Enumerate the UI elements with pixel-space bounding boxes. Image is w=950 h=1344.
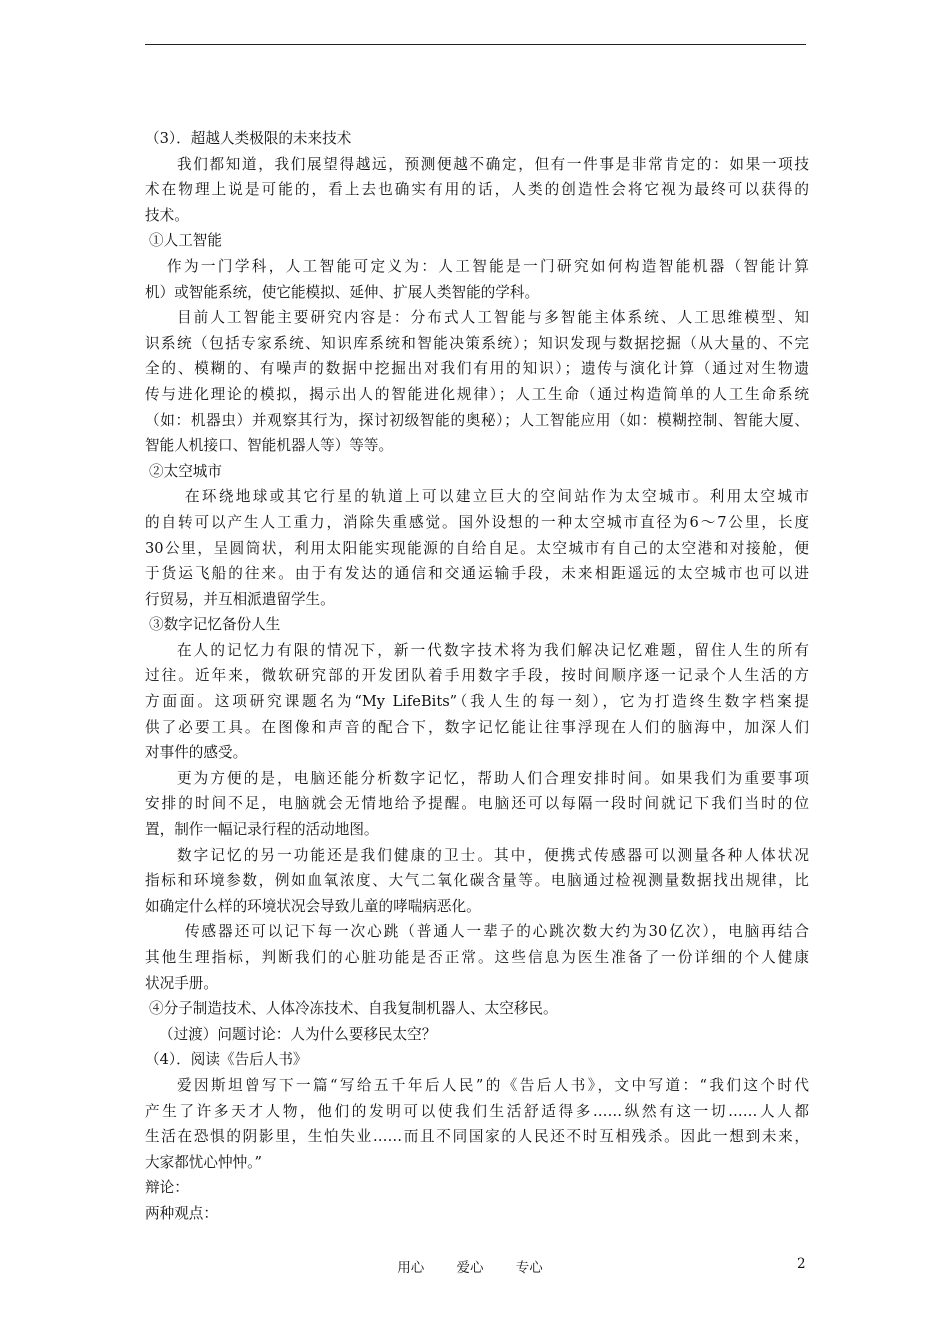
text-line: 我们都知道，我们展望得越远，预测便越不确定，但有一件事是非常肯定的：如果一项技 <box>177 155 809 173</box>
text-line: 30公里，呈圆筒状，利用太阳能实现能源的自给自足。太空城市有自己的太空港和对接舱，便 <box>145 539 809 557</box>
footer-motto <box>360 1256 580 1276</box>
text-line: ②太空城市 <box>149 462 222 480</box>
text-line: 数字记忆的另一功能还是我们健康的卫士。其中，便携式传感器可以测量各种人体状况 <box>177 846 809 864</box>
text-line: 机）或智能系统，使它能模拟、延伸、扩展人类智能的学科。 <box>145 283 540 301</box>
text-line: 智能人机接口、智能机器人等）等等。 <box>145 437 394 455</box>
text-line: ④分子制造技术、人体冷冻技术、自我复制机器人、太空移民。 <box>149 1000 558 1018</box>
footer-motto-2: 爱心 <box>456 1260 484 1276</box>
text-line: 作为一门学科，人工智能可定义为：人工智能是一门研究如何构造智能机器（智能计算 <box>167 257 809 275</box>
text-line: 爱因斯坦曾写下一篇“写给五千年后人民”的《告后人书》，文中写道：“我们这个时代 <box>177 1076 809 1094</box>
text-line: 对事件的感受。 <box>145 744 248 762</box>
footer-motto-1: 用心 <box>397 1260 425 1276</box>
header-rule <box>145 44 806 45</box>
text-line: 生活在恐惧的阴影里，生怕失业……而且不同国家的人民还不时互相残杀。因此一想到未来， <box>145 1128 809 1146</box>
text-line: 状况手册。 <box>145 974 218 992</box>
text-line: 在环绕地球或其它行星的轨道上可以建立巨大的空间站作为太空城市。利用太空城市 <box>185 488 809 506</box>
text-line: 大家都忧心忡忡。” <box>145 1153 262 1171</box>
text-line: 产生了许多天才人物，他们的发明可以使我们生活舒适得多……纵然有这一切……人人都 <box>145 1102 809 1120</box>
text-line: 指标和环境参数，例如血氧浓度、大气二氧化碳含量等。电脑通过检视测量数据找出规律，比 <box>145 872 809 890</box>
text-line: （3）．超越人类极限的未来技术 <box>145 130 352 147</box>
text-line: （如：机器虫）并观察其行为，探讨初级智能的奥秘）；人工智能应用（如：模糊控制、智能大厦、 <box>145 411 809 429</box>
text-line: 于货运飞船的往来。由于有发达的通信和交通运输手段，未来相距遥远的太空城市也可以进 <box>145 565 809 583</box>
text-line: 过往。近年来，微软研究部的开发团队着手用数字手段，按时间顺序逐一记录个人生活的方 <box>145 667 809 685</box>
text-line: 置，制作一幅记录行程的活动地图。 <box>145 821 379 839</box>
text-line: （4）．阅读《告后人书》 <box>145 1051 308 1069</box>
text-line: 辩论： <box>145 1179 189 1197</box>
text-line: 目前人工智能主要研究内容是：分布式人工智能与多智能主体系统、人工思维模型、知 <box>177 309 809 327</box>
footer-motto-3: 专心 <box>515 1260 543 1276</box>
text-line: 其他生理指标，判断我们的心脏功能是否正常。这些信息为医生准备了一份详细的个人健康 <box>145 949 809 966</box>
text-line: 的自转可以产生人工重力，消除失重感觉。国外设想的一种太空城市直径为6～7公里，长度 <box>145 513 809 531</box>
page-number: 2 <box>797 1256 806 1272</box>
text-line: 在人的记忆力有限的情况下，新一代数字技术将为我们解决记忆难题，留住人生的所有 <box>177 641 809 659</box>
text-line: ③数字记忆备份人生 <box>149 616 281 634</box>
text-line: 安排的时间不足，电脑就会无情地给予提醒。电脑还可以每隔一段时间就记下我们当时的位 <box>145 795 809 813</box>
text-line: 如确定什么样的环境状况会导致儿童的哮喘病恶化。 <box>145 897 481 915</box>
text-line: 全的、模糊的、有噪声的数据中挖掘出对我们有用的知识）；遗传与演化计算（通过对生物遗 <box>145 360 809 378</box>
text-line: 技术。 <box>145 206 189 224</box>
text-line: 传与进化理论的模拟，揭示出人的智能进化规律）；人工生命（通过构造简单的人工生命系统 <box>145 385 809 403</box>
text-line: ①人工智能 <box>149 232 222 250</box>
text-line: 术在物理上说是可能的，看上去也确实有用的话，人类的创造性会将它视为最终可以获得的 <box>145 181 809 199</box>
text-line: 两种观点： <box>145 1204 218 1222</box>
text-line: （过渡）问题讨论：人为什么要移民太空？ <box>159 1025 437 1043</box>
text-line: 更为方便的是，电脑还能分析数字记忆，帮助人们合理安排时间。如果我们为重要事项 <box>177 769 809 787</box>
text-line: 供了必要工具。在图像和声音的配合下，数字记忆能让往事浮现在人们的脑海中，加深人们 <box>145 718 809 736</box>
text-line: 传感器还可以记下每一次心跳（普通人一辈子的心跳次数大约为30亿次），电脑再结合 <box>185 923 809 941</box>
text-line: 识系统（包括专家系统、知识库系统和智能决策系统）；知识发现与数据挖掘（从大量的、不完 <box>145 334 809 352</box>
text-line: 行贸易，并互相派遣留学生。 <box>145 590 335 608</box>
document-body <box>145 126 809 1227</box>
text-line: 方面面。这项研究课题名为“My LifeBits”（我人生的每一刻），它为打造终生数字档案提 <box>145 693 809 711</box>
